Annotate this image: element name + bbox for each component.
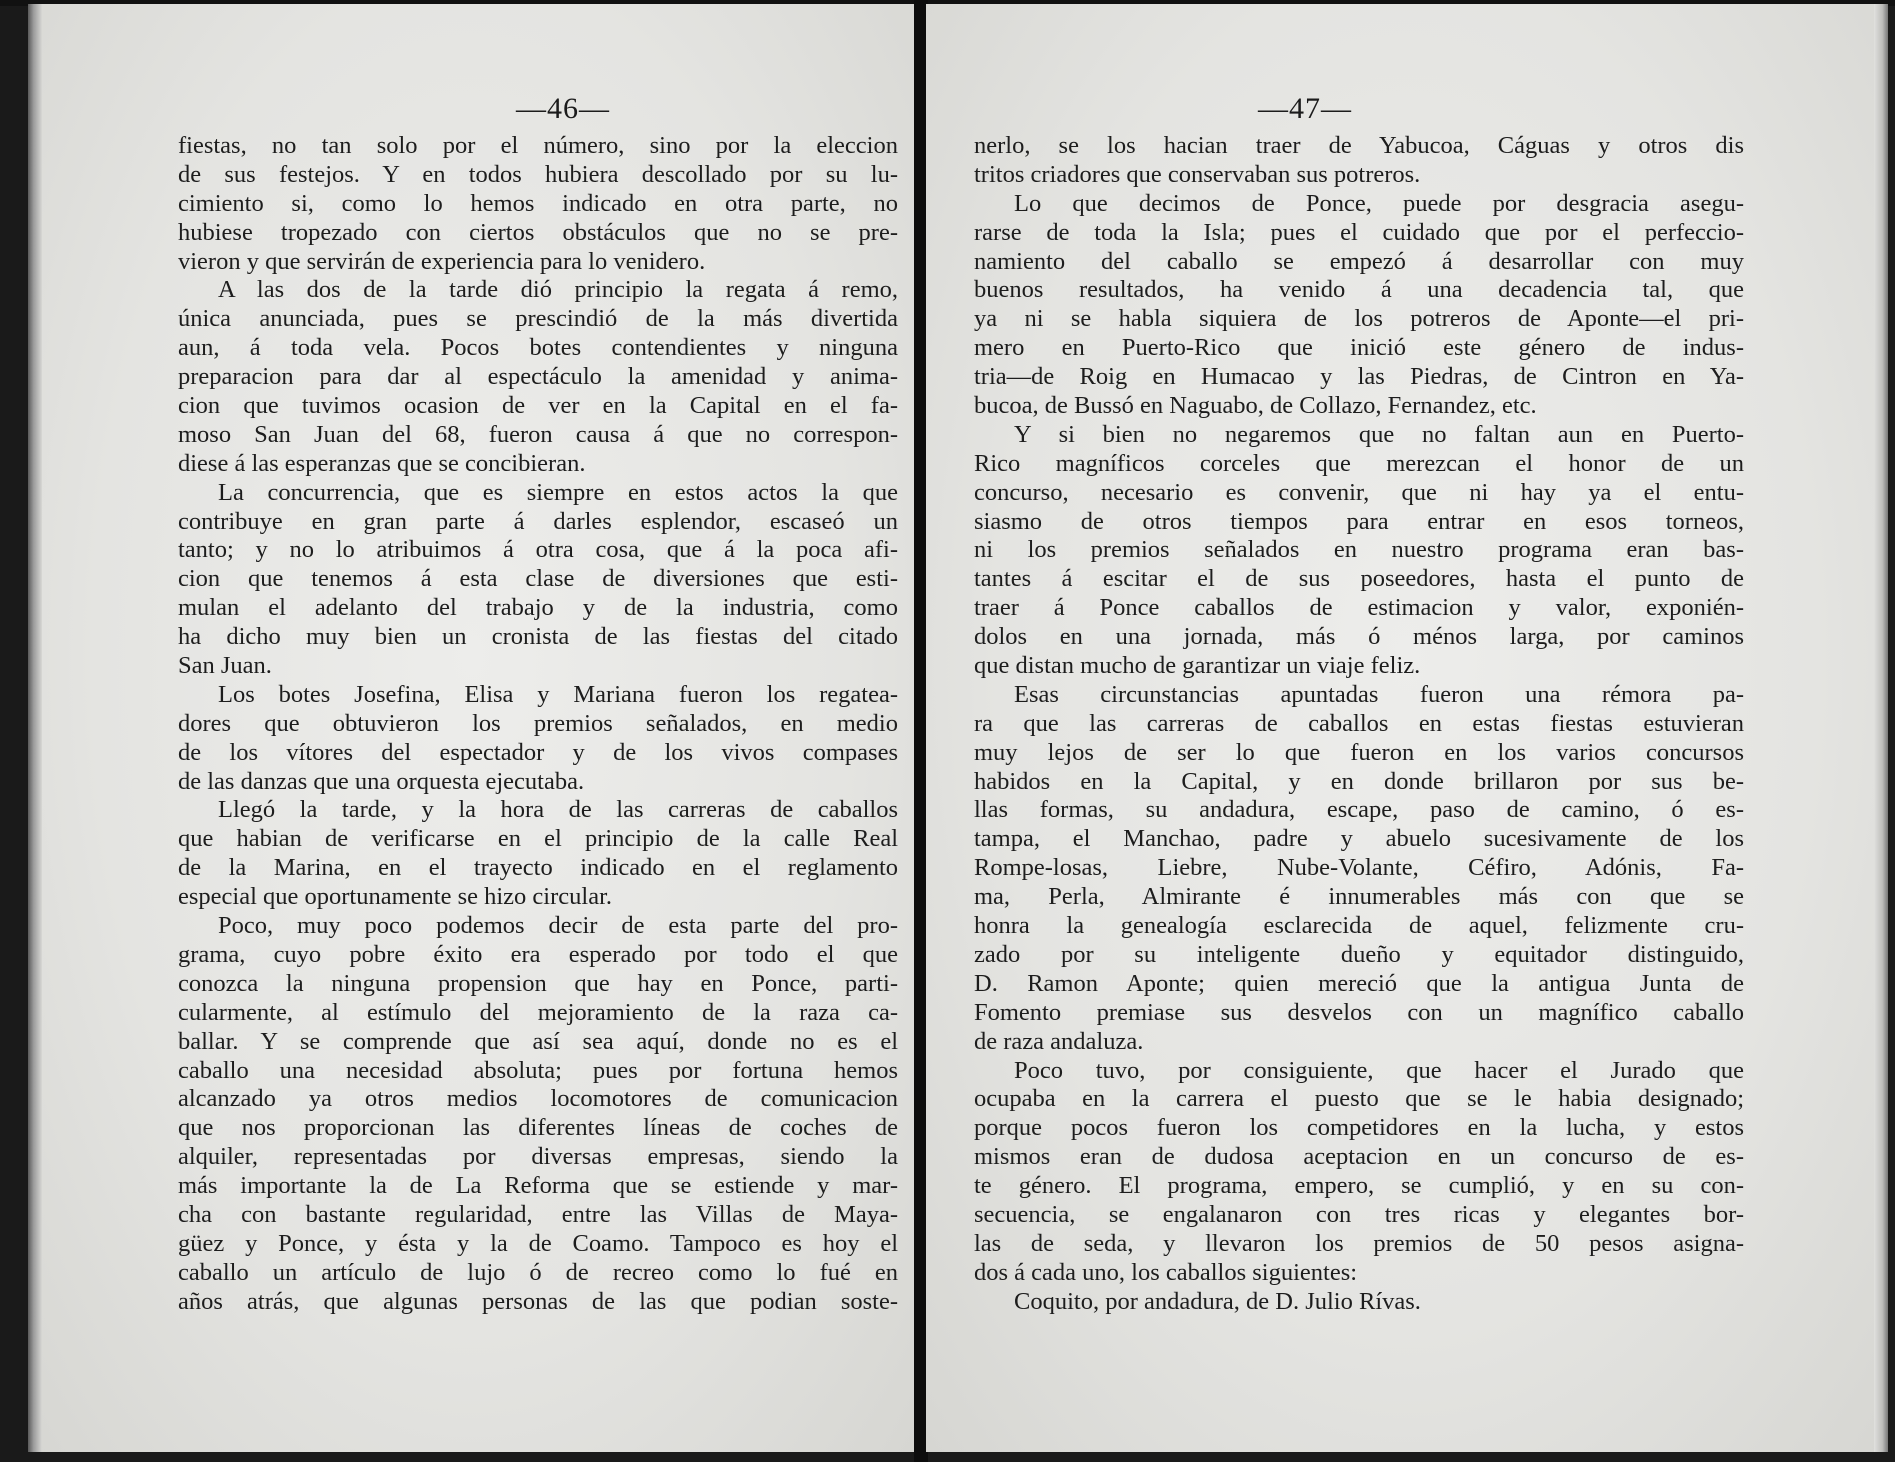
text-line: caballo un artículo de lujo ó de recreo como lo fué en (178, 1258, 898, 1286)
text-line: rarse de toda la Isla; pues el cuidado que por el perfeccio- (974, 218, 1744, 246)
text-line: Lo que decimos de Ponce, puede por desgracia asegu- (1014, 189, 1744, 217)
right-page (926, 4, 1888, 1452)
text-line: que habian de verificarse en el principio de la calle Real (178, 825, 898, 853)
text-line: zado por su inteligente dueño y equitador distinguido, (974, 940, 1744, 968)
text-line: muy lejos de ser lo que fueron en los varios concursos (974, 738, 1744, 766)
text-line: te género. El programa, empero, se cumplió, y en su con- (974, 1172, 1744, 1200)
text-line: de sus festejos. Y en todos hubiera descollado por su lu- (178, 160, 898, 188)
text-line: tria—de Roig en Humacao y las Piedras, de Cintron en Ya- (974, 363, 1744, 391)
text-line: de las danzas que una orquesta ejecutaba. (178, 767, 585, 795)
text-line: cion que tenemos á esta clase de diversiones que esti- (178, 565, 898, 593)
text-line: mulan el adelanto del trabajo y de la industria, como (178, 594, 898, 622)
text-line: Rico magníficos corceles que merezcan el honor de un (974, 449, 1744, 477)
text-line: nerlo, se los hacian traer de Yabucoa, Cáguas y otros dis (974, 132, 1744, 159)
text-line: moso San Juan del 68, fueron causa á que no correspon- (178, 420, 898, 448)
text-line: aun, á toda vela. Pocos botes contendientes y ninguna (178, 334, 898, 362)
text-line: caballo una necesidad absoluta; pues por fortuna hemos (178, 1056, 898, 1084)
text-line: que distan mucho de garantizar un viaje feliz. (974, 652, 1421, 680)
text-line: porque pocos fueron los competidores en la lucha, y estos (974, 1114, 1744, 1142)
text-line: dores que obtuvieron los premios señalados, en medio (178, 709, 898, 737)
text-line: ya ni se habla siquiera de los potreros de Aponte—el pri- (974, 305, 1744, 333)
text-line: La concurrencia, que es siempre en estos actos la que (218, 478, 898, 506)
text-line: namiento del caballo se empezó á desarrollar con muy (974, 247, 1744, 275)
text-line: de los vítores del espectador y de los vivos compases (178, 738, 898, 766)
text-line: mismos eran de dudosa aceptacion en un concurso de es- (974, 1143, 1744, 1171)
text-line: vieron y que servirán de experiencia para lo venidero. (178, 247, 706, 275)
text-line: que nos proporcionan las diferentes líneas de coches de (178, 1114, 898, 1142)
text-line: dos á cada uno, los caballos siguientes: (974, 1258, 1358, 1286)
text-line: Los botes Josefina, Elisa y Mariana fueron los regatea- (218, 680, 898, 708)
text-line: ocupaba en la carrera el puesto que se le habia designado; (974, 1085, 1744, 1113)
text-line: más importante la de La Reforma que se estiende y mar- (178, 1172, 898, 1200)
text-line: de la Marina, en el trayecto indicado en el reglamento (178, 854, 898, 882)
text-line: habidos en la Capital, y en donde brillaron por sus be- (974, 767, 1744, 795)
text-line: secuencia, se engalanaron con tres ricas y elegantes bor- (974, 1200, 1744, 1228)
text-line: alquiler, representadas por diversas empresas, siendo la (178, 1143, 898, 1171)
text-line: Poco tuvo, por consiguiente, que hacer el Jurado que (1014, 1056, 1744, 1084)
text-line: siasmo de otros tiempos para entrar en esos torneos, (974, 507, 1744, 535)
page-number: —46— (516, 92, 610, 125)
text-line: las de seda, y llevaron los premios de 50 pesos asigna- (974, 1229, 1744, 1257)
text-line: Poco, muy poco podemos decir de esta parte del pro- (218, 912, 898, 940)
text-line: preparacion para dar al espectáculo la amenidad y anima- (178, 363, 898, 391)
text-line: cha con bastante regularidad, entre las Villas de Maya- (178, 1200, 898, 1228)
text-line: traer á Ponce caballos de estimacion y valor, exponién- (974, 594, 1744, 622)
text-line: dolos en una jornada, más ó ménos larga, por caminos (974, 623, 1744, 651)
text-line: Llegó la tarde, y la hora de las carreras de caballos (218, 796, 898, 824)
text-line: tampa, el Manchao, padre y abuelo sucesivamente de los (974, 825, 1744, 853)
text-line: ra que las carreras de caballos en estas fiestas estuvieran (974, 709, 1744, 737)
text-line: güez y Ponce, y ésta y la de Coamo. Tampoco es hoy el (178, 1229, 898, 1257)
text-line: cimiento si, como lo hemos indicado en otra parte, no (178, 189, 898, 217)
text-line: llas formas, su andadura, escape, paso de camino, ó es- (974, 796, 1744, 824)
text-line: ballar. Y se comprende que así sea aquí, donde no es el (178, 1027, 898, 1055)
page-body-text (178, 132, 898, 1317)
text-line: ha dicho muy bien un cronista de las fiestas del citado (178, 623, 898, 651)
page-number: —47— (1258, 92, 1352, 125)
text-line: concurso, necesario es convenir, que ni hay ya el entu- (974, 478, 1744, 506)
text-line: tantes á escitar el de sus poseedores, hasta el punto de (974, 565, 1744, 593)
text-line: ni los premios señalados en nuestro programa eran bas- (974, 536, 1744, 564)
text-line: cion que tuvimos ocasion de ver en la Capital en el fa- (178, 392, 898, 420)
text-line: cularmente, al estímulo del mejoramiento de la raza ca- (178, 998, 898, 1026)
page-edge (28, 4, 42, 1452)
text-line: diese á las esperanzas que se concibieran. (178, 449, 586, 477)
text-line: bucoa, de Bussó en Naguabo, de Collazo, Fernandez, etc. (974, 392, 1537, 420)
text-line: mero en Puerto-Rico que inició este género de indus- (974, 334, 1744, 362)
text-line: honra la genealogía esclarecida de aquel, felizmente cru- (974, 912, 1744, 940)
text-line: de raza andaluza. (974, 1027, 1144, 1055)
text-line: especial que oportunamente se hizo circular. (178, 883, 613, 911)
text-line: conozca la ninguna propension que hay en Ponce, parti- (178, 969, 898, 997)
text-line: tanto; y no lo atribuimos á otra cosa, que á la poca afi- (178, 536, 898, 564)
text-line: grama, cuyo pobre éxito era esperado por todo el que (178, 940, 898, 968)
text-line: D. Ramon Aponte; quien mereció que la antigua Junta de (974, 969, 1744, 997)
text-line: fiestas, no tan solo por el número, sino por la eleccion (178, 132, 898, 159)
text-line: Coquito, por andadura, de D. Julio Rívas. (1014, 1287, 1421, 1315)
text-line: A las dos de la tarde dió principio la regata á remo, (218, 276, 898, 304)
text-line: única anunciada, pues se prescindió de la más divertida (178, 305, 898, 333)
text-line: San Juan. (178, 652, 272, 680)
text-line: Esas circunstancias apuntadas fueron una rémora pa- (1014, 680, 1744, 708)
text-line: Rompe-losas, Liebre, Nube-Volante, Céfiro, Adónis, Fa- (974, 854, 1744, 882)
text-line: Fomento premiase sus desvelos con un magnífico caballo (974, 998, 1744, 1026)
text-line: ma, Perla, Almirante é innumerables más con que se (974, 883, 1744, 911)
left-page (28, 4, 922, 1452)
text-line: años atrás, que algunas personas de las que podian soste- (178, 1287, 898, 1315)
text-line: Y si bien no negaremos que no faltan aun en Puerto- (1014, 420, 1744, 448)
text-line: alcanzado ya otros medios locomotores de comunicacion (178, 1085, 898, 1113)
text-line: buenos resultados, ha venido á una decadencia tal, que (974, 276, 1744, 304)
page-body-text (974, 132, 1744, 1317)
page-edge (1874, 4, 1888, 1452)
text-line: contribuye en gran parte á darles esplendor, escaseó un (178, 507, 898, 535)
text-line: tritos criadores que conservaban sus potreros. (974, 160, 1421, 188)
text-line: hubiese tropezado con ciertos obstáculos que no se pre- (178, 218, 898, 246)
